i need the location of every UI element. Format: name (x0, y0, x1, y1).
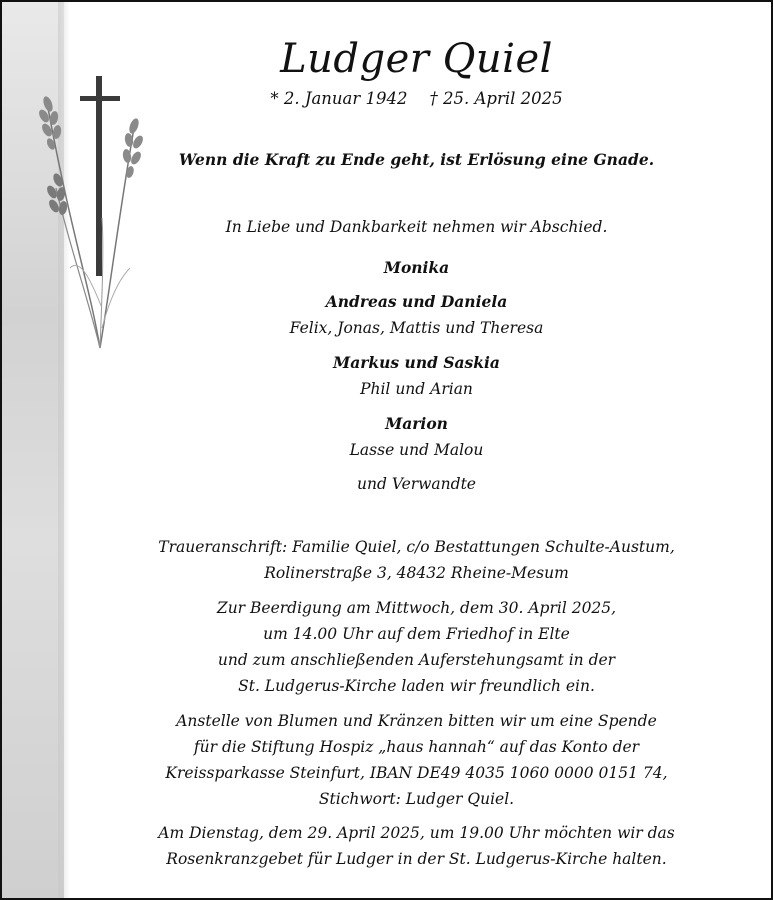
death-date: † 25. April 2025 (429, 89, 563, 108)
mourner-children: Felix, Jonas, Mattis und Theresa (289, 319, 544, 337)
deceased-name: Ludger Quiel (280, 36, 553, 82)
life-dates (62, 88, 771, 110)
mourner-children: Lasse und Malou (349, 441, 484, 459)
mourner-name: Andreas und Daniela (325, 292, 508, 311)
mourner-group (62, 289, 771, 341)
mourning-address: Traueranschrift: Familie Quiel, c/o Bestattungen Schulte-Austum, Rolinerstraße 3, 48432 Rheine-Mesum (158, 538, 675, 582)
relatives: und Verwandte (357, 475, 476, 493)
mourner-name: Marion (385, 414, 448, 433)
mourner-name: Markus und Saskia (333, 353, 500, 372)
mourner-children: Phil und Arian (360, 380, 473, 398)
mourner-group (62, 255, 771, 281)
mourner-name: Monika (383, 258, 450, 277)
funeral-info: Zur Beerdigung am Mittwoch, dem 30. April 2025, um 14.00 Uhr auf dem Friedhof in Elte und zum anschließenden Auferstehungsamt in der St. Ludgerus-Kirche laden wir freundlich ein. (216, 599, 617, 695)
donation-info: Anstelle von Blumen und Kränzen bitten wir um eine Spende für die Stiftung Hospiz „haus hannah“ auf das Konto der Kreissparkasse Steinfurt, IBAN DE49 4035 1060 0000 0151 74, Stichwort: Ludger Quiel. (165, 712, 668, 808)
mourner-group (62, 350, 771, 402)
intro-text: In Liebe und Dankbarkeit nehmen wir Abschied. (225, 218, 608, 236)
rosary-info: Am Dienstag, dem 29. April 2025, um 19.00 Uhr möchten wir das Rosenkranzgebet für Ludger in der St. Ludgerus-Kirche halten. (158, 824, 675, 868)
mourner-group (62, 411, 771, 463)
birth-date: * 2. Januar 1942 (270, 89, 408, 108)
motto: Wenn die Kraft zu Ende geht, ist Erlösung eine Gnade. (178, 150, 655, 169)
